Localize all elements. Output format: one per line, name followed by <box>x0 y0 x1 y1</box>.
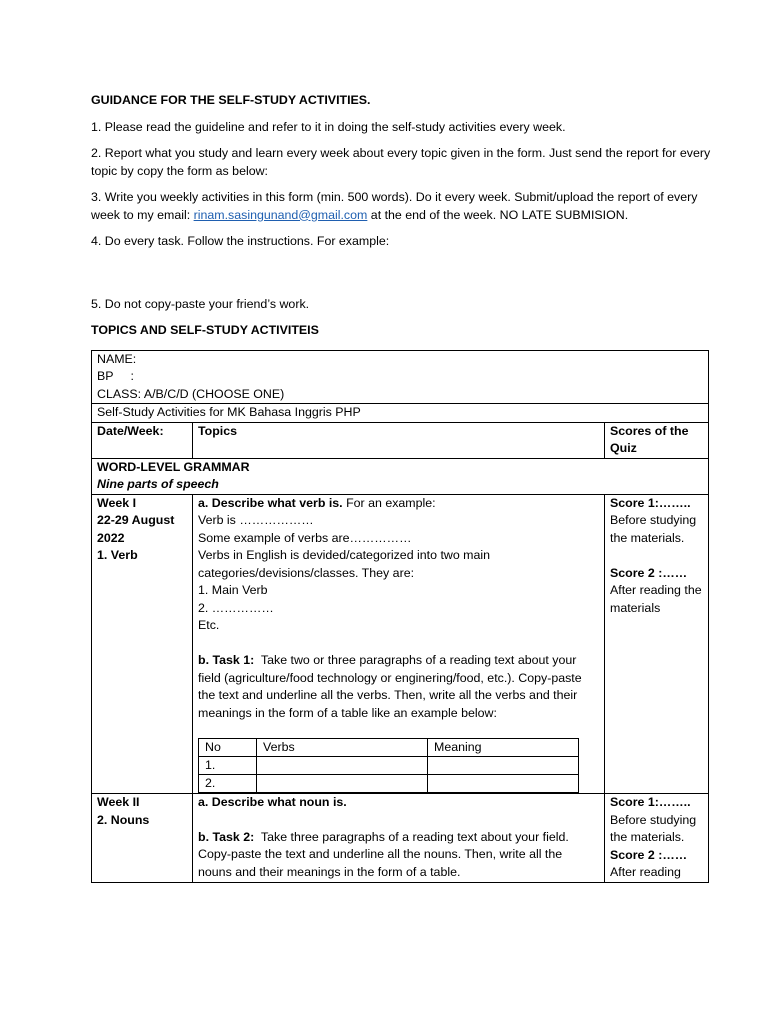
header-scores: Scores of the Quiz <box>605 422 709 458</box>
form-header-row <box>92 422 709 458</box>
week-2-date-cell <box>92 794 193 883</box>
verbs-row-verb <box>257 775 428 793</box>
week-2-topics-cell <box>193 794 605 883</box>
table-row <box>199 775 579 793</box>
week-1-line-3: Verbs in English is devided/categorized into two main categories/devisions/classes. They are: <box>198 548 491 580</box>
section-title: WORD-LEVEL GRAMMAR <box>97 459 250 474</box>
identity-cell <box>92 350 709 404</box>
section-row <box>92 458 709 494</box>
blank-gap <box>91 260 711 296</box>
section-cell <box>92 458 709 494</box>
week-2-task-b-text: Take three paragraphs of a reading text about your field. Copy-paste the text and underline all the nouns. Then, write all the nouns and their meanings in the form of a table. <box>198 829 573 879</box>
week-1-task-b <box>198 652 599 722</box>
week-1-scores-cell <box>605 494 709 794</box>
week-1-score-2: Score 2 :…… <box>610 565 688 580</box>
week-1-line-2: Some example of verbs are…………… <box>198 530 412 545</box>
verbs-example-table <box>198 738 579 793</box>
week-2-score-1: Score 1:…….. <box>610 795 691 809</box>
week-1-task-b-label: b. Task 1: <box>198 653 255 667</box>
email-link[interactable]: rinam.sasingunand@gmail.com <box>193 207 368 222</box>
week-1-row <box>92 494 709 794</box>
verbs-row-no: 2. <box>199 775 257 793</box>
week-2-topic: 2. Nouns <box>97 812 150 827</box>
guidance-item-3-tail: at the end of the week. NO LATE SUBMISION. <box>367 207 629 222</box>
week-2-score-2-note: After reading <box>610 865 681 879</box>
week-1-topic: 1. Verb <box>97 548 138 562</box>
week-1-line-5: 2. …………… <box>198 600 274 615</box>
week-2-row <box>92 794 709 883</box>
verbs-header-verbs: Verbs <box>257 739 428 757</box>
section-subtitle: Nine parts of speech <box>97 477 219 491</box>
week-1-score-2-note: After reading the materials <box>610 583 702 615</box>
guidance-item-3 <box>91 189 711 224</box>
header-date-week: Date/Week: <box>92 422 193 458</box>
header-topics: Topics <box>193 422 605 458</box>
week-1-line-4: 1. Main Verb <box>198 583 268 597</box>
week-2-label: Week II <box>97 795 140 809</box>
document-page <box>91 92 711 883</box>
week-1-topics-cell <box>193 494 605 794</box>
week-2-task-b <box>198 829 599 882</box>
spacer <box>198 635 599 653</box>
verbs-header-no: No <box>199 739 257 757</box>
verbs-row-verb <box>257 757 428 775</box>
activities-title: Self-Study Activities for MK Bahasa Inggris PHP <box>92 404 709 423</box>
verbs-table-header <box>199 739 579 757</box>
week-2-score-2: Score 2 :…… <box>610 847 688 862</box>
topics-heading: TOPICS AND SELF-STUDY ACTIVITEIS <box>91 323 319 337</box>
week-1-task-b-text: Take two or three paragraphs of a reading text about your field (agriculture/food technology or enginering/food, etc.). Copy-paste the text and underline all the verbs. Then, write all the verbs and their meanings in the form of a table like an example below: <box>198 653 586 720</box>
week-1-score-1-note: Before studying the materials. <box>610 513 697 545</box>
spacer <box>198 812 599 829</box>
week-1-label: Week I <box>97 495 137 510</box>
week-1-date-cell <box>92 494 193 794</box>
week-1-task-a-label: a. Describe what verb is. <box>198 495 343 510</box>
guidance-item-5: 5. Do not copy-paste your friend’s work. <box>91 296 310 311</box>
week-2-task-b-label: b. Task 2: <box>198 829 255 844</box>
week-2-task-a: a. Describe what noun is. <box>198 795 347 809</box>
verbs-header-meaning: Meaning <box>428 739 579 757</box>
guidance-item-4: 4. Do every task. Follow the instructions. For example: <box>91 234 390 248</box>
bp-label: BP : <box>97 369 134 383</box>
self-study-form-table <box>91 350 709 883</box>
week-1-task-a-rest: For an example: <box>342 495 436 510</box>
verbs-row-no: 1. <box>199 757 257 775</box>
guidance-item-3-text: 3. Write you weekly activities in this form (min. 500 words). Do it every week. Submit/upload the report of every week to my email: <box>91 190 698 222</box>
verbs-row-meaning <box>428 757 579 775</box>
week-1-dates: 22-29 August 2022 <box>97 513 175 545</box>
week-1-line-1: Verb is ……………… <box>198 513 314 527</box>
guidance-item-2: 2. Report what you study and learn every week about every topic given in the form. Just send the report for every topic by copy the form as below: <box>91 146 711 178</box>
table-row <box>199 757 579 775</box>
week-2-scores-cell <box>605 794 709 883</box>
week-1-score-1: Score 1:…….. <box>610 495 691 510</box>
class-label: CLASS: A/B/C/D (CHOOSE ONE) <box>97 386 285 401</box>
spacer <box>610 547 703 565</box>
verbs-row-meaning <box>428 775 579 793</box>
guidance-heading: GUIDANCE FOR THE SELF-STUDY ACTIVITIES. <box>91 93 371 107</box>
week-1-line-6: Etc. <box>198 618 220 632</box>
form-identity-row <box>92 350 709 404</box>
week-2-score-1-note: Before studying the materials. <box>610 812 697 844</box>
form-title-row <box>92 404 709 423</box>
name-label: NAME: <box>97 351 137 366</box>
week-1-task-a <box>198 495 599 513</box>
guidance-item-1: 1. Please read the guideline and refer to it in doing the self-study activities every week. <box>91 119 566 134</box>
